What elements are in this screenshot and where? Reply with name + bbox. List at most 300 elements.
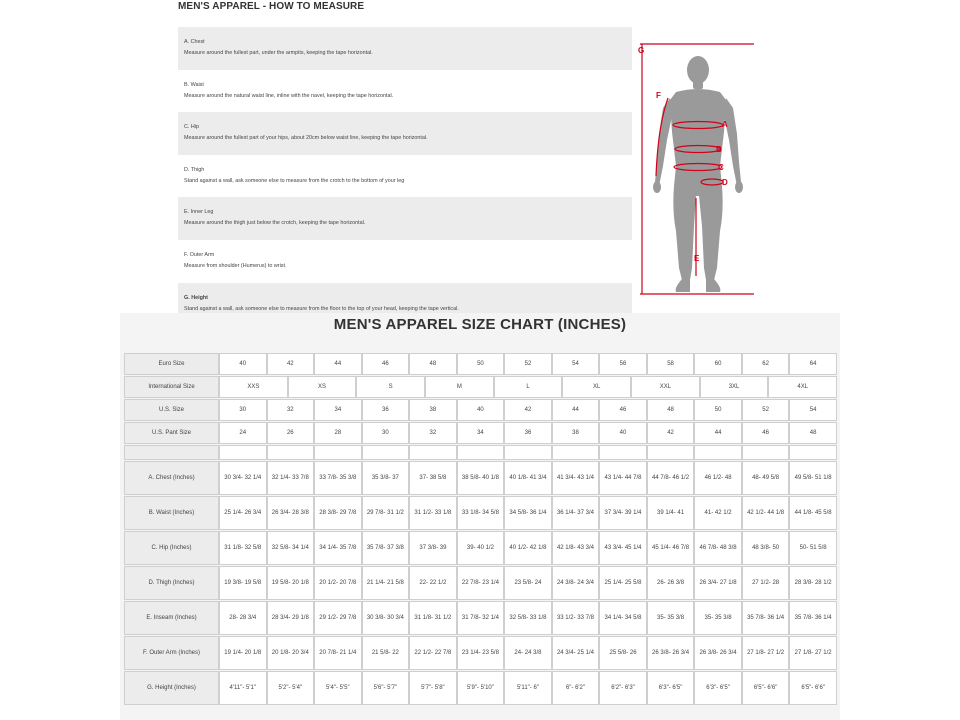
size-cell-line: - 5'5" xyxy=(335,685,350,691)
size-cell xyxy=(362,636,410,670)
size-cell xyxy=(789,601,837,635)
size-cell-line: 27 1/2 xyxy=(752,580,769,586)
row-label xyxy=(124,445,219,460)
size-cell: 54 xyxy=(552,353,600,375)
size-cell-line: - 35 3/8 xyxy=(335,475,357,481)
size-cell: 46 xyxy=(362,353,410,375)
size-cell: 4XL xyxy=(768,376,837,398)
row-thigh xyxy=(124,566,837,600)
size-cell-line: 25 1/4 xyxy=(604,580,622,586)
size-cell-line: 27 1/8 xyxy=(747,650,764,656)
size-cell-line: 6" xyxy=(565,685,572,691)
size-cell-line: - 29 7/8 xyxy=(335,615,357,621)
size-cell: XXL xyxy=(631,376,700,398)
row-hip xyxy=(124,531,837,565)
size-cell-line: 35 7/8 xyxy=(366,545,384,551)
how-to-measure-list xyxy=(178,27,632,325)
size-cell-line: - 31 1/2 xyxy=(431,615,452,621)
size-cell-line: - 37 3/8 xyxy=(383,545,404,551)
size-cell-line: - 37 xyxy=(388,475,399,481)
size-cell-line: 5'6" xyxy=(373,685,384,691)
size-cell xyxy=(504,671,552,705)
size-cell xyxy=(599,636,647,670)
size-cell xyxy=(742,671,790,705)
size-cell: 48 xyxy=(789,422,837,444)
size-cell: 50 xyxy=(457,353,505,375)
size-cell xyxy=(694,461,742,495)
size-cell xyxy=(314,445,362,460)
size-cell-line: - 40 1/8 xyxy=(478,475,499,481)
size-cell-line: 35 xyxy=(704,615,712,621)
size-cell xyxy=(267,566,315,600)
size-cell: 30 xyxy=(362,422,410,444)
size-cell-line: 6'3" xyxy=(658,685,669,691)
size-cell: 28 xyxy=(314,422,362,444)
size-cell-line: - 22 7/8 xyxy=(431,650,452,656)
size-cell-line: 44 7/8 xyxy=(652,475,669,481)
size-cell xyxy=(504,496,552,530)
size-cell-line: 39 xyxy=(466,545,474,551)
size-cell xyxy=(647,496,695,530)
size-cell xyxy=(694,636,742,670)
size-cell xyxy=(504,566,552,600)
size-cell-line: - 27 1/8 xyxy=(716,580,737,586)
size-cell-line: 21 1/4 xyxy=(366,580,384,586)
letter-c: C xyxy=(718,163,724,172)
size-cell-line: - 48 3/8 xyxy=(716,545,737,551)
size-cell-line: - 20 7/8 xyxy=(335,580,357,586)
size-cell xyxy=(409,671,457,705)
size-cell-line: - 32 1/4 xyxy=(240,475,262,481)
size-cell-line: - 6'5" xyxy=(668,685,683,691)
row-label: C. Hip (Inches) xyxy=(124,531,219,565)
size-cell: 48 xyxy=(647,399,695,421)
measure-item-waist xyxy=(178,70,632,113)
measure-item-label: D. Thigh xyxy=(184,166,205,173)
size-cell-line: - 5'1" xyxy=(242,685,256,691)
size-cell: 54 xyxy=(789,399,837,421)
size-cell xyxy=(552,445,600,460)
size-cell: 44 xyxy=(552,399,600,421)
size-cell-line: 19 1/4 xyxy=(224,650,241,656)
size-cell-line: 37 xyxy=(419,475,427,481)
size-cell: 42 xyxy=(647,422,695,444)
size-cell-line: - 45 1/4 xyxy=(621,545,642,551)
size-cell xyxy=(362,531,410,565)
size-cell-line: - 20 1/8 xyxy=(240,650,262,656)
size-cell: 38 xyxy=(552,422,600,444)
size-cell: 42 xyxy=(267,353,315,375)
size-cell-line: 31 1/2 xyxy=(414,510,432,516)
size-cell xyxy=(789,531,837,565)
size-cell: S xyxy=(356,376,425,398)
measure-item-desc: Measure around the fullest part, under the armpits, keeping the tape horizontal. xyxy=(184,50,373,56)
size-cell-line: 45 1/4 xyxy=(652,545,669,551)
size-cell-line: 48 3/8 xyxy=(752,545,769,551)
size-cell: L xyxy=(494,376,563,398)
size-cell-line: 44 1/8 xyxy=(794,510,812,516)
size-cell xyxy=(267,461,315,495)
size-cell: XL xyxy=(562,376,631,398)
size-cell xyxy=(789,445,837,460)
size-cell-line: 27 1/8 xyxy=(794,650,812,656)
size-cell xyxy=(504,445,552,460)
size-cell xyxy=(599,671,647,705)
size-cell-line: 26 3/8 xyxy=(699,650,717,656)
size-cell-line: 28 3/8 xyxy=(319,510,336,516)
size-cell-line: - 35 7/8 xyxy=(335,545,357,551)
size-cell: 52 xyxy=(742,399,790,421)
size-chart-table xyxy=(124,353,837,706)
row-label: Euro Size xyxy=(124,353,219,375)
size-cell-line: 43 1/4 xyxy=(604,475,622,481)
size-cell xyxy=(219,601,267,635)
measure-item-hip xyxy=(178,112,632,155)
size-cell xyxy=(362,445,410,460)
row-inseam xyxy=(124,601,837,635)
size-cell-line: 31 1/8 xyxy=(414,615,432,621)
size-cell xyxy=(362,671,410,705)
size-cell-line: - 27 1/2 xyxy=(763,650,785,656)
size-cell-line: - 27 1/2 xyxy=(811,650,832,656)
size-cell-line: - 42 1/8 xyxy=(526,545,547,551)
size-cell-line: 33 1/8 xyxy=(461,510,479,516)
size-cell: 32 xyxy=(409,422,457,444)
size-cell-line: - 32 5/8 xyxy=(240,545,262,551)
measure-item-desc: Measure from shoulder (Humerus) to wrist. xyxy=(184,262,287,269)
size-cell xyxy=(599,496,647,530)
size-cell xyxy=(552,531,600,565)
size-cell-line: 29 1/2 xyxy=(319,615,336,621)
size-cell xyxy=(647,531,695,565)
size-cell xyxy=(694,601,742,635)
size-cell xyxy=(789,566,837,600)
size-cell-line: - 30 3/4 xyxy=(383,615,404,621)
size-cell-line: - 5'10" xyxy=(476,685,494,691)
size-cell-line: - 48 xyxy=(721,475,732,481)
size-cell-line: - 36 1/4 xyxy=(763,615,785,621)
size-cell-line: 48 xyxy=(752,475,759,481)
size-cell-line: - 36 1/4 xyxy=(526,510,547,516)
size-cell xyxy=(314,636,362,670)
size-cell-line: - 6'6" xyxy=(763,685,778,691)
measure-item-outer-arm xyxy=(178,240,632,283)
size-cell-line: 26 xyxy=(657,580,664,586)
measure-item-label: E. Inner Leg xyxy=(184,209,214,216)
size-cell-line: - 28 1/2 xyxy=(811,580,832,586)
size-cell xyxy=(457,531,505,565)
size-cell xyxy=(504,636,552,670)
size-cell: 36 xyxy=(362,399,410,421)
size-cell-line: 50 xyxy=(799,545,807,551)
size-cell xyxy=(552,601,600,635)
size-cell-line: - 25 5/8 xyxy=(621,580,642,586)
size-cell-line: 4'11" xyxy=(229,685,243,691)
measure-item-label: B. Waist xyxy=(184,81,204,88)
size-cell-line: 42 1/8 xyxy=(556,545,574,551)
size-cell-line: - 34 5/8 xyxy=(478,510,499,516)
measure-item-desc: Stand against a wall, ask someone else to measure from the floor to the top of your head, keeping the tape vertical. xyxy=(184,305,459,312)
size-cell xyxy=(742,445,790,460)
size-cell xyxy=(694,531,742,565)
size-cell xyxy=(647,636,695,670)
size-cell xyxy=(599,531,647,565)
size-cell-line: 25 1/4 xyxy=(224,510,241,516)
size-cell xyxy=(362,461,410,495)
size-cell-line: - 23 5/8 xyxy=(478,650,499,656)
size-cell-line: 23 5/8 xyxy=(514,580,532,586)
size-cell xyxy=(267,496,315,530)
size-cell-line: - 42 1/2 xyxy=(711,510,732,516)
letter-d: D xyxy=(722,178,728,187)
size-cell xyxy=(599,601,647,635)
size-cell: M xyxy=(425,376,494,398)
size-cell-line: - 5'4" xyxy=(288,685,303,691)
size-cell xyxy=(694,671,742,705)
size-cell-line: 20 7/8 xyxy=(319,650,336,656)
size-cell-line: - 26 3/4 xyxy=(240,510,262,516)
size-cell-line: 34 1/4 xyxy=(319,545,336,551)
measure-item-inner-leg xyxy=(178,197,632,240)
size-cell xyxy=(552,496,600,530)
size-cell-line: 37 3/4 xyxy=(604,510,622,516)
size-cell xyxy=(742,601,790,635)
size-cell-line: 5'11" xyxy=(516,685,530,691)
size-cell xyxy=(219,445,267,460)
size-cell: 42 xyxy=(504,399,552,421)
size-cell-line: 20 1/8 xyxy=(271,650,289,656)
size-cell: 32 xyxy=(267,399,315,421)
size-cell xyxy=(314,496,362,530)
measure-item-label: F. Outer Arm xyxy=(184,251,215,258)
size-cell-line: 28 xyxy=(229,615,236,621)
size-cell xyxy=(457,566,505,600)
size-cell-line: 23 1/4 xyxy=(461,650,479,656)
size-cell-line: - 21 1/4 xyxy=(335,650,357,656)
size-cell-line: - 22 xyxy=(388,650,399,656)
row-label: B. Waist (Inches) xyxy=(124,496,219,530)
size-cell-line: - 28 3/4 xyxy=(235,615,257,621)
size-cell: 40 xyxy=(457,399,505,421)
how-to-measure-title: MEN'S APPAREL - HOW TO MEASURE xyxy=(178,1,365,12)
row-spacer xyxy=(124,445,837,460)
size-cell-line: 24 xyxy=(514,650,522,656)
size-cell-line: - 21 5/8 xyxy=(383,580,404,586)
size-cell xyxy=(409,461,457,495)
size-cell-line: - 6'3" xyxy=(621,685,635,691)
size-cell-line: - 41 3/4 xyxy=(526,475,547,481)
size-cell-line: 25 5/8 xyxy=(609,650,627,656)
row-label: D. Thigh (Inches) xyxy=(124,566,219,600)
size-cell xyxy=(267,601,315,635)
row-waist xyxy=(124,496,837,530)
size-cell-line: - 39 xyxy=(436,545,447,551)
size-cell xyxy=(362,566,410,600)
size-cell xyxy=(267,671,315,705)
size-cell: 58 xyxy=(647,353,695,375)
size-cell-line: - 23 1/4 xyxy=(478,580,499,586)
letter-g: G xyxy=(638,46,645,55)
size-cell xyxy=(742,461,790,495)
size-cell-line: 26 3/4 xyxy=(271,510,289,516)
size-cell-line: - 38 5/8 xyxy=(426,475,447,481)
size-cell: 46 xyxy=(742,422,790,444)
size-cell xyxy=(314,461,362,495)
size-cell-line: - 6" xyxy=(529,685,539,691)
row-us-size xyxy=(124,399,837,421)
size-cell-line: 46 7/8 xyxy=(699,545,717,551)
size-cell: 34 xyxy=(457,422,505,444)
size-cell-line: - 40 1/2 xyxy=(473,545,494,551)
size-cell: 40 xyxy=(219,353,267,375)
size-cell-line: 41 3/4 xyxy=(556,475,574,481)
size-cell-line: 26 3/8 xyxy=(652,650,669,656)
size-cell xyxy=(457,636,505,670)
size-cell-line: 22 xyxy=(419,580,427,586)
size-cell-line: 29 7/8 xyxy=(366,510,384,516)
size-cell xyxy=(694,566,742,600)
letter-e: E xyxy=(694,254,700,263)
size-cell-line: 30 3/8 xyxy=(366,615,384,621)
size-cell-line: 34 1/4 xyxy=(604,615,622,621)
size-cell: XS xyxy=(288,376,357,398)
size-cell xyxy=(599,461,647,495)
row-outer-arm xyxy=(124,636,837,670)
size-cell: 40 xyxy=(599,422,647,444)
size-cell xyxy=(219,566,267,600)
size-cell-line: - 22 1/2 xyxy=(426,580,447,586)
size-cell: 64 xyxy=(789,353,837,375)
size-cell: 36 xyxy=(504,422,552,444)
size-cell-line: - 31 1/2 xyxy=(383,510,404,516)
size-cell-line: - 34 1/4 xyxy=(288,545,309,551)
size-cell-line: - 35 3/8 xyxy=(711,615,732,621)
letter-f: F xyxy=(656,91,661,100)
measure-item-thigh xyxy=(178,155,632,198)
row-label: E. Inseam (Inches) xyxy=(124,601,219,635)
size-cell xyxy=(362,601,410,635)
size-cell-line: - 45 5/8 xyxy=(811,510,832,516)
size-cell-line: - 50 xyxy=(768,545,780,551)
size-cell: XXS xyxy=(219,376,288,398)
size-cell-line: 5'7" xyxy=(421,685,432,691)
size-cell: 26 xyxy=(267,422,315,444)
size-cell-line: - 24 3/4 xyxy=(573,580,594,586)
size-cell-line: - 35 3/8 xyxy=(663,615,685,621)
size-cell-line: 21 5/8 xyxy=(371,650,389,656)
size-cell-line: 40 1/8 xyxy=(509,475,527,481)
size-cell-line: 28 3/4 xyxy=(271,615,289,621)
size-cell: 48 xyxy=(409,353,457,375)
size-cell-line: 46 1/2 xyxy=(704,475,722,481)
size-cell-line: - 36 1/4 xyxy=(811,615,832,621)
size-cell xyxy=(742,566,790,600)
size-cell xyxy=(409,566,457,600)
size-cell-line: - 51 5/8 xyxy=(806,545,827,551)
measure-item-desc: Stand against a wall, ask someone else to measure from the crotch to the bottom of your leg xyxy=(184,177,405,184)
size-cell-line: 6'5" xyxy=(801,685,812,691)
size-cell: 56 xyxy=(599,353,647,375)
size-cell xyxy=(409,496,457,530)
size-cell xyxy=(552,636,600,670)
size-cell-line: - 33 7/8 xyxy=(573,615,594,621)
size-cell-line: 35 3/8 xyxy=(371,475,389,481)
size-cell xyxy=(789,671,837,705)
row-label: International Size xyxy=(124,376,219,398)
size-cell-line: - 32 1/4 xyxy=(478,615,499,621)
size-cell xyxy=(314,531,362,565)
size-cell-line: - 33 1/8 xyxy=(431,510,452,516)
size-cell xyxy=(219,496,267,530)
size-cell: 38 xyxy=(409,399,457,421)
size-cell xyxy=(362,496,410,530)
size-cell-line: - 43 1/4 xyxy=(573,475,594,481)
size-cell: 34 xyxy=(314,399,362,421)
size-cell-line: - 43 3/4 xyxy=(573,545,594,551)
row-label: A. Chest (Inches) xyxy=(124,461,219,495)
size-cell-line: 24 3/4 xyxy=(556,650,574,656)
size-cell xyxy=(457,671,505,705)
size-cell-line: - 46 1/2 xyxy=(668,475,690,481)
size-cell-line: - 5'8" xyxy=(431,685,445,691)
size-cell-line: 5'4" xyxy=(326,685,336,691)
size-cell-line: 32 1/4 xyxy=(271,475,289,481)
size-cell-line: - 34 5/8 xyxy=(621,615,642,621)
size-cell-line: 37 3/8 xyxy=(419,545,437,551)
measure-item-chest xyxy=(178,27,632,70)
size-cell xyxy=(219,461,267,495)
measure-item-desc: Measure around the fullest part of your hips, about 20cm below waist line, keeping the tape horizontal. xyxy=(184,135,428,142)
size-cell-line: 32 5/8 xyxy=(271,545,289,551)
size-cell xyxy=(789,496,837,530)
size-cell xyxy=(742,531,790,565)
size-cell xyxy=(647,601,695,635)
size-cell xyxy=(789,636,837,670)
size-cell-line: 22 1/2 xyxy=(414,650,432,656)
size-cell-line: 31 1/8 xyxy=(224,545,241,551)
size-cell-line: 6'2" xyxy=(611,685,622,691)
size-cell-line: - 26 xyxy=(626,650,637,656)
size-cell-line: - 6'2" xyxy=(571,685,586,691)
row-chest xyxy=(124,461,837,495)
size-cell-line: 5'9" xyxy=(466,685,477,691)
size-cell: 46 xyxy=(599,399,647,421)
size-cell: 52 xyxy=(504,353,552,375)
size-cell xyxy=(457,496,505,530)
size-cell-line: 33 1/2 xyxy=(556,615,574,621)
row-label: U.S. Size xyxy=(124,399,219,421)
size-cell xyxy=(504,601,552,635)
size-cell xyxy=(599,445,647,460)
size-cell-line: - 44 7/8 xyxy=(621,475,642,481)
size-cell xyxy=(504,461,552,495)
size-cell: 50 xyxy=(694,399,742,421)
size-cell xyxy=(504,531,552,565)
size-cell-line: 35 7/8 xyxy=(747,615,764,621)
size-cell: 3XL xyxy=(700,376,769,398)
size-cell xyxy=(552,566,600,600)
size-cell-line: - 29 7/8 xyxy=(335,510,357,516)
size-cell-line: - 26 3/4 xyxy=(716,650,737,656)
size-cell xyxy=(552,671,600,705)
size-cell xyxy=(457,461,505,495)
size-cell-line: 19 3/8 xyxy=(224,580,241,586)
size-cell xyxy=(789,461,837,495)
measure-item-label: C. Hip xyxy=(184,124,199,131)
size-cell: 60 xyxy=(694,353,742,375)
size-cell xyxy=(742,496,790,530)
size-cell-line: 6'5" xyxy=(753,685,764,691)
